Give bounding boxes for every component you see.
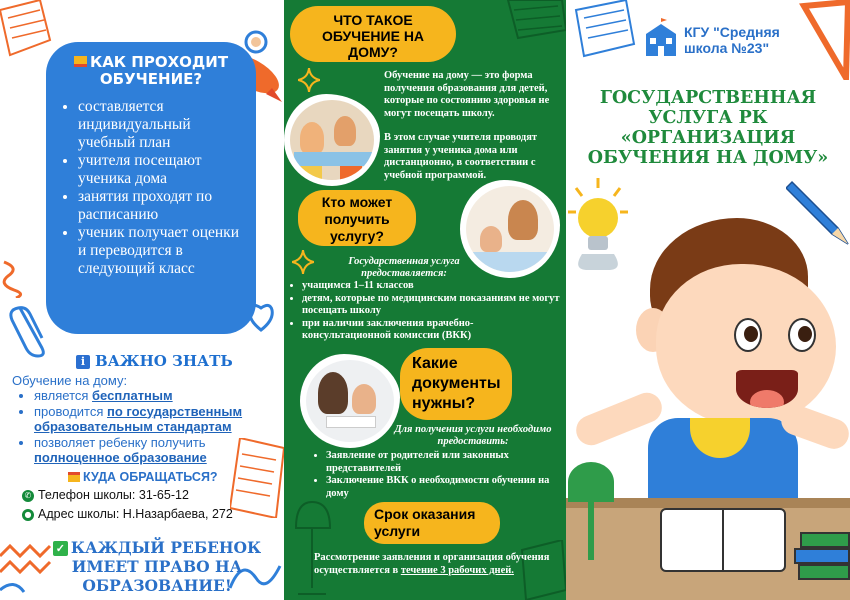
left-panel	[0, 0, 284, 600]
list-item: • занятия проходят по расписанию	[78, 188, 242, 224]
sparkle-icon	[292, 250, 314, 274]
what-is-text-2: В этом случае учителя проводят занятия у ученика дома или дистанционно, в соответствии с учебной программой.	[384, 132, 538, 181]
what-is-text-1: Обучение на дому — это форма получения образования для детей, которые по состоянию здоровья не могут посещать школу.	[384, 70, 550, 119]
parent-child-photo	[300, 354, 400, 448]
list-item: • учащимся 1–11 классов	[302, 280, 560, 293]
where-to-apply-title: КУДА ОБРАЩАТЬСЯ?	[68, 470, 218, 484]
notebook-doodle-icon	[570, 0, 636, 60]
list-item: • проводится по государственным образовательным стандартам	[34, 404, 280, 435]
documents-title: Какие документы нужны?	[400, 348, 512, 420]
checkmark-icon: ✓	[53, 541, 68, 556]
list-item: • является бесплатным	[34, 388, 280, 404]
wave-doodle-icon	[0, 540, 56, 600]
how-it-works-list	[60, 98, 242, 278]
lamp-doodle-icon	[290, 498, 336, 600]
important-title: i ВАЖНО ЗНАТЬ	[76, 352, 233, 370]
book-shape	[326, 416, 376, 428]
child-figure	[334, 116, 356, 146]
book-doodle-icon	[498, 0, 566, 40]
paperclip-icon	[8, 300, 52, 360]
list-item: • детям, которые по медицинским показаниям не могут посещать школу	[302, 293, 560, 318]
documents-intro: Для получения услуги необходимо предоставить:	[394, 424, 552, 447]
important-list	[30, 388, 280, 466]
child-figure	[480, 226, 502, 252]
list-item: • позволяет ребенку получить полноценное образование	[34, 435, 280, 466]
desk-lamp-shape	[568, 462, 614, 502]
pupil-shape	[744, 326, 758, 342]
book-stack-shape	[794, 548, 850, 564]
documents-list	[314, 450, 560, 500]
service-title: ГОСУДАРСТВЕННАЯ УСЛУГА РК «ОРГАНИЗАЦИЯ ОБУЧЕНИЯ НА ДОМУ»	[587, 88, 829, 168]
child-figure	[352, 384, 376, 414]
sparkle-icon	[298, 68, 320, 92]
school-name: КГУ "Средняя школа №23"	[684, 24, 780, 56]
middle-panel	[284, 0, 566, 600]
important-intro: Обучение на дому:	[12, 373, 128, 388]
school-icon	[68, 472, 80, 482]
boy-character	[566, 200, 850, 600]
classroom-photo	[284, 94, 380, 186]
school-building-icon	[642, 18, 680, 58]
parent-figure	[318, 372, 348, 414]
location-pin-icon: ●	[22, 509, 34, 521]
phone-icon: ✆	[22, 490, 34, 502]
how-it-works-card	[46, 42, 256, 334]
school-address: Адрес школы: Н.Назарбаева, 272	[38, 507, 233, 521]
who-title: Кто может получить услугу?	[298, 190, 416, 246]
pupil-shape	[798, 326, 812, 342]
slogan: ✓ КАЖДЫЙ РЕБЕНОК ИМЕЕТ ПРАВО НА ОБРАЗОВАНИЕ!	[50, 538, 264, 595]
who-intro: Государственная услуга предоставляется:	[348, 256, 460, 279]
info-icon: i	[76, 355, 90, 369]
term-title: Срок оказания услуги	[364, 502, 500, 544]
list-item: • учителя посещают ученика дома	[78, 152, 242, 188]
books-icon	[74, 56, 87, 67]
school-phone: Телефон школы: 31-65-12	[38, 488, 189, 502]
how-it-works-title: КАК ПРОХОДИТ ОБУЧЕНИЕ?	[60, 54, 242, 88]
book-stack-shape	[798, 564, 850, 580]
list-item: • составляется индивидуальный учебный план	[78, 98, 242, 152]
what-is-title: ЧТО ТАКОЕ ОБУЧЕНИЕ НА ДОМУ?	[290, 6, 456, 62]
chair-shape	[340, 166, 362, 180]
list-item: • Заключение ВКК о необходимости обучения на дому	[326, 475, 560, 500]
list-item: • при наличии заключения врачебно-консультационной комиссии (ВКК)	[302, 318, 560, 343]
mouth-shape	[736, 370, 798, 408]
book-stack-shape	[800, 532, 850, 548]
teacher-figure	[508, 200, 538, 240]
list-item: • Заявление от родителей или законных представителей	[326, 450, 560, 475]
child-figure	[300, 122, 324, 154]
right-panel	[566, 0, 850, 600]
chair-shape	[300, 166, 322, 180]
table-shape	[294, 152, 374, 166]
squiggle-icon	[0, 258, 34, 298]
who-list	[290, 280, 560, 343]
term-text: Рассмотрение заявления и организация обучения осуществляется в течение 3 рабочих дней.	[314, 552, 550, 576]
list-item: • ученик получает оценки и переводится в следующий класс	[78, 224, 242, 278]
